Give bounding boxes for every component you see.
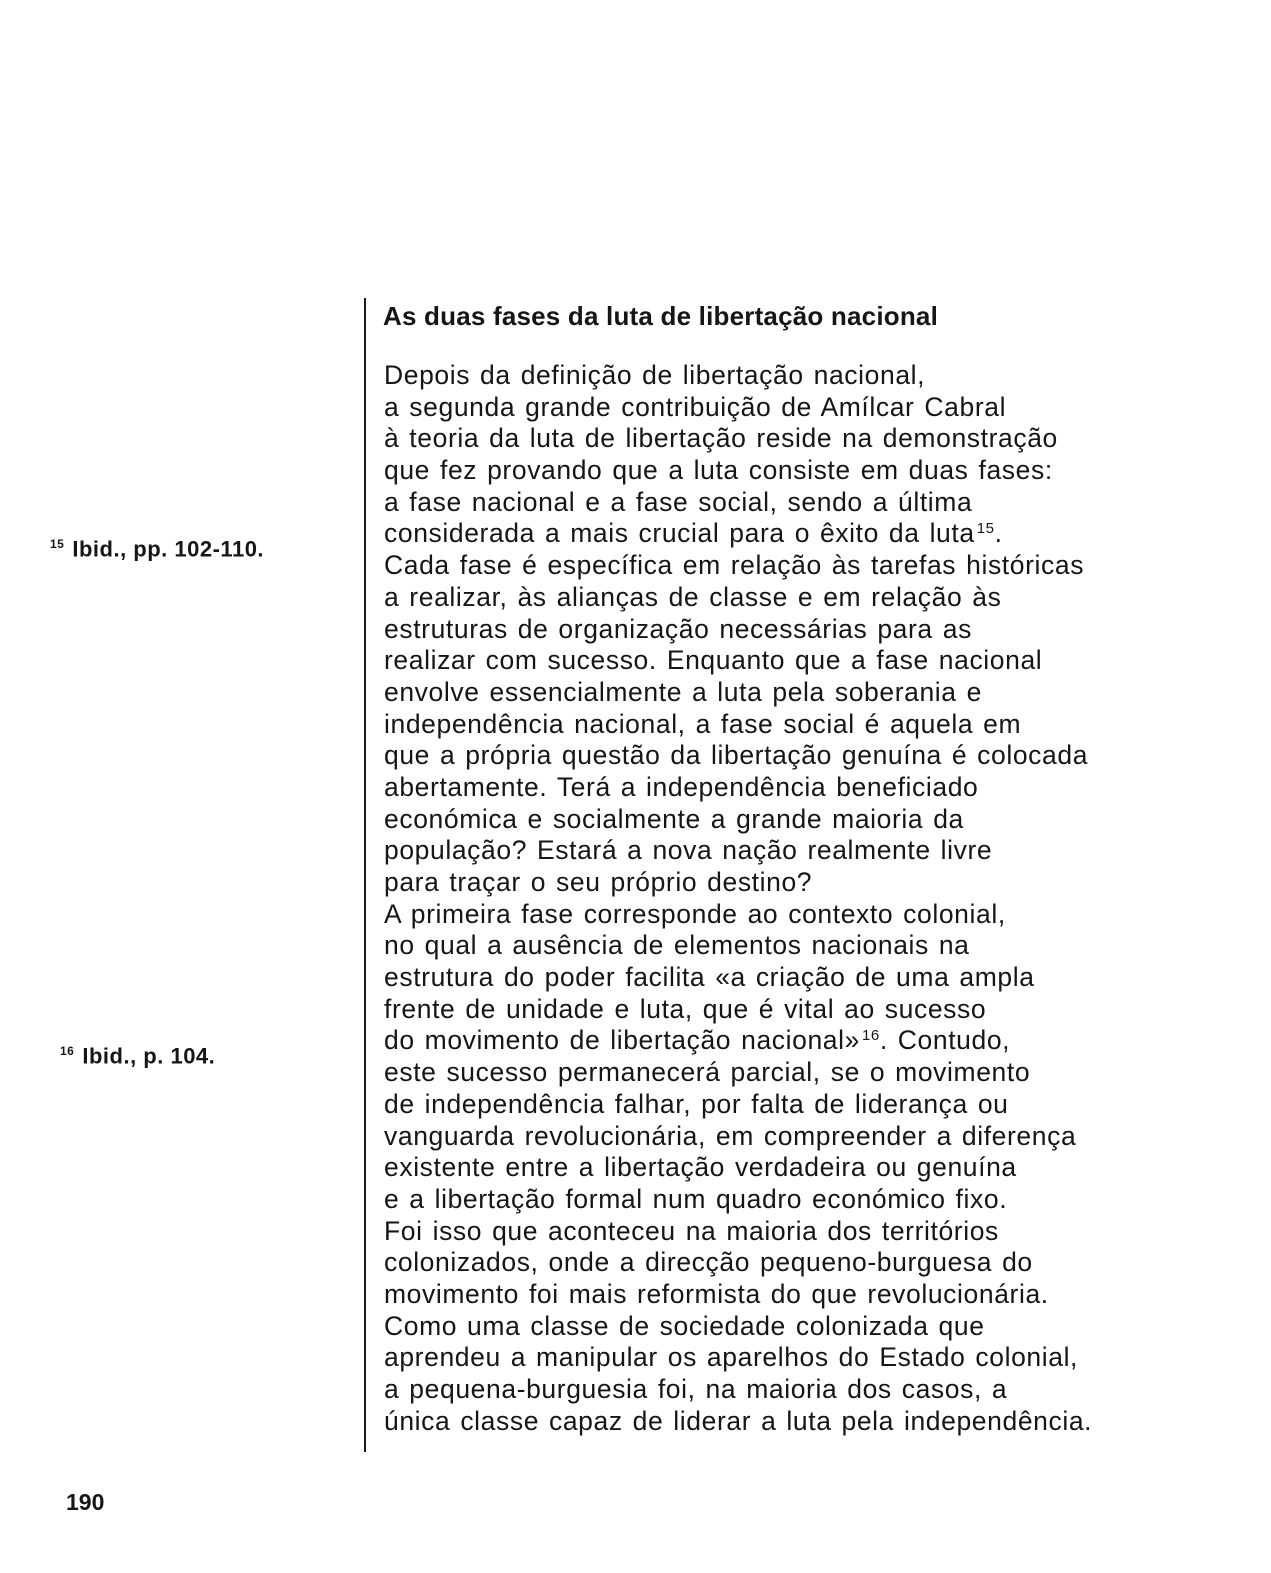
- text-line: [384, 677, 1204, 709]
- text-line: [384, 740, 1204, 772]
- text-line: [384, 582, 1204, 614]
- text-line: [384, 772, 1204, 804]
- margin-rule: [364, 298, 366, 1452]
- text-line: [384, 645, 1204, 677]
- text-line: [384, 1247, 1204, 1279]
- line-text: e a libertação formal num quadro económico fixo.: [384, 1183, 1008, 1214]
- line-text: do movimento de libertação nacional»: [384, 1025, 860, 1056]
- text-line: [384, 1121, 1204, 1153]
- line-text-continuation: .: [994, 518, 1003, 549]
- line-text: A primeira fase corresponde ao contexto colonial,: [384, 898, 1006, 929]
- page-number: 190: [66, 1489, 105, 1515]
- text-line: [384, 1216, 1204, 1248]
- line-text: considerada a mais crucial para o êxito da luta: [384, 518, 975, 549]
- line-text: vanguarda revolucionária, em compreender a diferença: [384, 1120, 1077, 1151]
- line-text: colonizados, onde a direcção pequeno-burguesa do: [384, 1247, 1033, 1278]
- footnote-16: [60, 1037, 215, 1070]
- line-text: Como uma classe de sociedade colonizada que: [384, 1310, 985, 1341]
- text-line: [384, 1152, 1204, 1184]
- line-text: de independência falhar, por falta de liderança ou: [384, 1088, 1009, 1119]
- text-line: [384, 1057, 1204, 1089]
- text-line: [384, 423, 1204, 455]
- text-line: [384, 1311, 1204, 1343]
- line-text: económica e socialmente a grande maioria da: [384, 803, 964, 834]
- text-line: [384, 835, 1204, 867]
- text-line: [384, 455, 1204, 487]
- line-text: à teoria da luta de libertação reside na demonstração: [384, 423, 1058, 454]
- line-text: no qual a ausência de elementos nacionais na: [384, 930, 970, 961]
- text-line: [384, 962, 1204, 994]
- line-text: frente de unidade e luta, que é vital ao sucesso: [384, 993, 987, 1024]
- line-text: a segunda grande contribuição de Amílcar Cabral: [384, 391, 1007, 422]
- text-line: [384, 360, 1204, 392]
- line-text: para traçar o seu próprio destino?: [384, 867, 813, 897]
- text-line: [384, 1406, 1204, 1438]
- text-line: [384, 709, 1204, 741]
- line-text: existente entre a libertação verdadeira ou genuína: [384, 1152, 1017, 1183]
- line-text: população? Estará a nova nação realmente livre: [384, 835, 993, 866]
- line-text: a pequena-burguesia foi, na maioria dos casos, a: [384, 1374, 1008, 1404]
- text-line: [384, 1342, 1204, 1374]
- text-line: [384, 487, 1204, 519]
- text-line: [384, 804, 1204, 836]
- footnote-15: [50, 530, 264, 563]
- text-line: [384, 930, 1204, 962]
- text-line: [384, 867, 1204, 899]
- line-text: que fez provando que a luta consiste em duas fases:: [384, 455, 1053, 486]
- line-text: estrutura do poder facilita «a criação de uma ampla: [384, 962, 1035, 993]
- text-line: [384, 550, 1204, 582]
- body-text: [384, 360, 1204, 1437]
- line-text: única classe capaz de liderar a luta pela independência.: [384, 1405, 1093, 1436]
- line-text: Foi isso que aconteceu na maioria dos territórios: [384, 1215, 999, 1246]
- line-text-continuation: . Contudo,: [879, 1025, 1011, 1056]
- text-line: [384, 614, 1204, 646]
- line-text: Depois da definição de libertação nacional,: [384, 360, 926, 390]
- line-text: Cada fase é específica em relação às tarefas históricas: [384, 550, 1085, 581]
- line-text: a realizar, às alianças de classe e em relação às: [384, 581, 1002, 612]
- text-line: [384, 1184, 1204, 1216]
- line-text: a fase nacional e a fase social, sendo a última: [384, 486, 973, 517]
- line-text: que a própria questão da libertação genuína é colocada: [384, 740, 1089, 771]
- line-text: aprendeu a manipular os aparelhos do Estado colonial,: [384, 1342, 1079, 1373]
- text-line: [384, 1279, 1204, 1311]
- footnote-number: 15: [50, 537, 65, 551]
- text-line: [384, 994, 1204, 1026]
- footnote-text: Ibid., p. 104.: [82, 1043, 216, 1069]
- footnote-number: 16: [60, 1044, 75, 1058]
- line-text: abertamente. Terá a independência beneficiado: [384, 771, 979, 802]
- text-line: [384, 1089, 1204, 1121]
- text-line: [384, 1025, 1204, 1057]
- footnote-reference: 16: [861, 1026, 880, 1044]
- text-line: [384, 392, 1204, 424]
- footnote-text: Ibid., pp. 102-110.: [72, 536, 265, 562]
- footnote-reference: 15: [976, 519, 995, 537]
- text-line: [384, 899, 1204, 931]
- section-heading: As duas fases da luta de libertação nacional: [383, 301, 938, 331]
- text-line: [384, 518, 1204, 550]
- line-text: estruturas de organização necessárias para as: [384, 613, 972, 644]
- line-text: este sucesso permanecerá parcial, se o movimento: [384, 1057, 1031, 1088]
- line-text: realizar com sucesso. Enquanto que a fase nacional: [384, 645, 1043, 676]
- line-text: independência nacional, a fase social é aquela em: [384, 708, 1022, 739]
- text-line: [384, 1374, 1204, 1406]
- line-text: envolve essencialmente a luta pela soberania e: [384, 676, 982, 707]
- line-text: movimento foi mais reformista do que revolucionária.: [384, 1278, 1049, 1309]
